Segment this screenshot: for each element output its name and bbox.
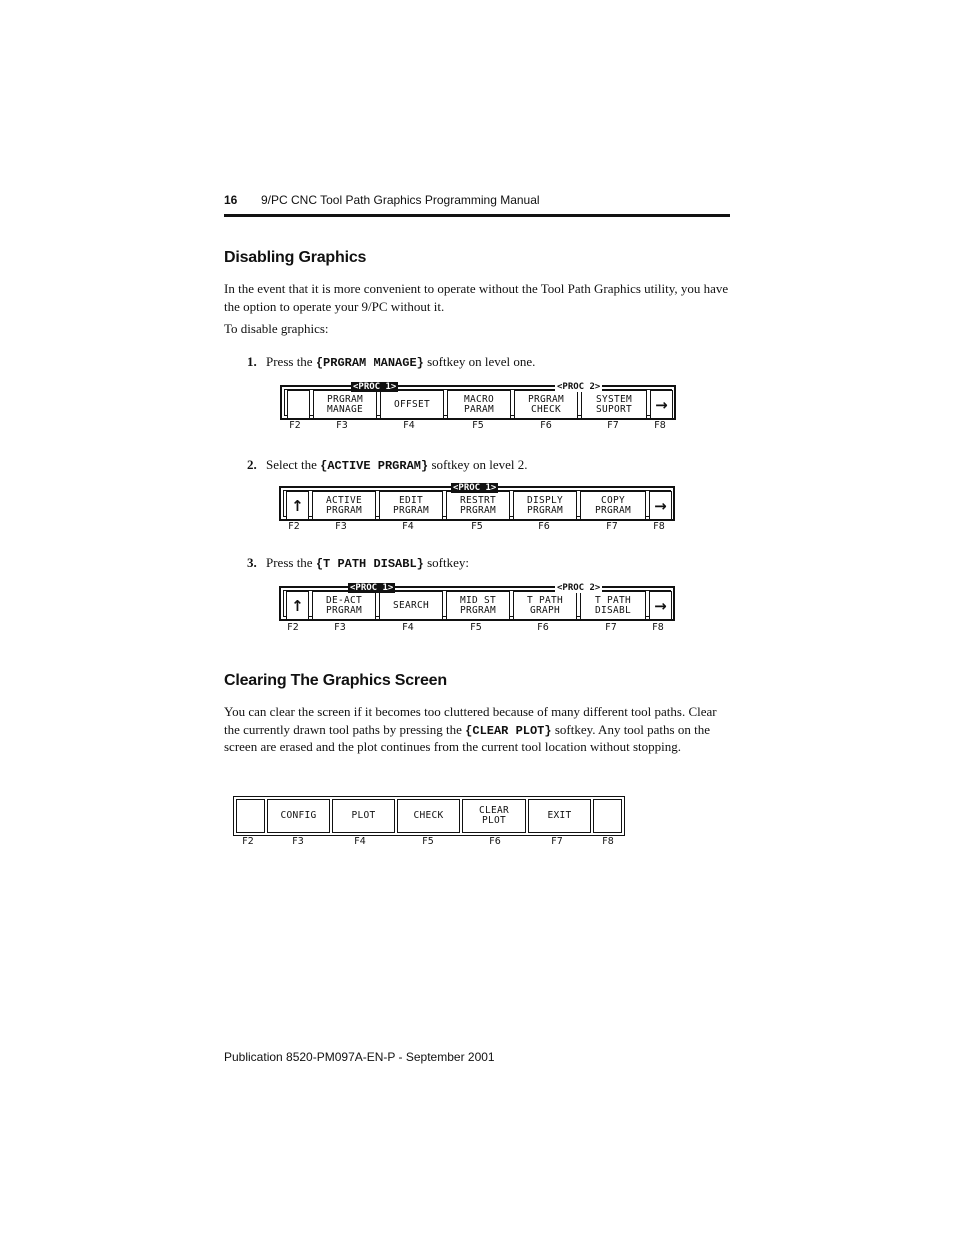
softkey-macro-param[interactable]: MACRO PARAM (447, 390, 511, 419)
softkey-active-prgram[interactable]: ACTIVE PRGRAM (312, 491, 376, 520)
right-arrow-icon[interactable]: → (649, 491, 672, 520)
step-number: 1. (247, 354, 257, 369)
softkey-disply-prgram[interactable]: DISPLY PRGRAM (513, 491, 577, 520)
paragraph-clear-plot: You can clear the screen if it becomes too cluttered because of many different tool paths. Clear the currently drawn tool paths by pressing the {CLEAR PLOT} softkey. Any tool paths on the screen are erased and the plot continues from the current tool location without stopping. (224, 704, 717, 754)
softkey-edit-prgram[interactable]: EDIT PRGRAM (379, 491, 443, 520)
softkey-f2-blank[interactable] (236, 799, 265, 833)
softkey-clear-plot[interactable]: CLEAR PLOT (462, 799, 526, 833)
softkey-exit[interactable]: EXIT (528, 799, 591, 833)
step-2 (247, 457, 527, 473)
proc1-tag: <PROC 1> (453, 483, 497, 493)
softkey-copy-prgram[interactable]: COPY PRGRAM (580, 491, 646, 520)
step-softkey-code: {T PATH DISABL} (315, 557, 424, 571)
softkey-restrt-prgram[interactable]: RESTRT PRGRAM (446, 491, 510, 520)
softkey-search[interactable]: SEARCH (379, 591, 443, 620)
page-number: 16 (224, 193, 238, 207)
proc1-tag: <PROC 1> (353, 382, 397, 392)
softkey-offset[interactable]: OFFSET (380, 390, 444, 419)
softkey-f2-blank[interactable] (287, 390, 310, 419)
section-heading-clearing-graphics: Clearing The Graphics Screen (224, 672, 447, 689)
softkey-bar-level3 (279, 586, 675, 621)
paragraph-to-disable: To disable graphics: (224, 321, 329, 336)
softkey-check[interactable]: CHECK (397, 799, 460, 833)
softkey-t-path-disabl[interactable]: T PATH DISABL (580, 591, 646, 620)
step-softkey-code: {ACTIVE PRGRAM} (320, 459, 429, 473)
running-header-title: 9/PC CNC Tool Path Graphics Programming Manual (261, 193, 540, 207)
step-number: 2. (247, 457, 257, 472)
step-text-post: softkey on level 2. (428, 457, 528, 472)
softkey-plot[interactable]: PLOT (332, 799, 395, 833)
softkey-bar-level1 (280, 385, 676, 420)
proc2-tag: <PROC 2> (557, 382, 601, 392)
step-3 (247, 555, 469, 571)
softkey-bar-graphics (233, 796, 625, 836)
publication-footer: Publication 8520-PM097A-EN-P - September 2001 (224, 1050, 495, 1064)
proc1-tag: <PROC 1> (350, 583, 394, 593)
softkey-mid-st-prgram[interactable]: MID ST PRGRAM (446, 591, 510, 620)
inline-softkey-code: {CLEAR PLOT} (465, 723, 552, 738)
paragraph-intro: In the event that it is more convenient to operate without the Tool Path Graphics utility, you have the option to operate your 9/PC without it. (224, 281, 729, 314)
step-text-pre: Select the (266, 457, 321, 472)
header-rule (224, 214, 730, 217)
softkey-system-suport[interactable]: SYSTEM SUPORT (581, 390, 647, 419)
right-arrow-icon[interactable]: → (650, 390, 673, 419)
softkey-config[interactable]: CONFIG (267, 799, 330, 833)
step-1 (247, 354, 535, 370)
proc2-tag: <PROC 2> (557, 583, 601, 593)
right-arrow-icon[interactable]: → (649, 591, 672, 620)
softkey-prgram-manage[interactable]: PRGRAM MANAGE (313, 390, 377, 419)
step-text-pre: Press the (266, 354, 316, 369)
section-heading-disabling-graphics: Disabling Graphics (224, 249, 367, 266)
softkey-t-path-graph[interactable]: T PATH GRAPH (513, 591, 577, 620)
step-softkey-code: {PRGRAM MANAGE} (315, 356, 424, 370)
softkey-f8-blank[interactable] (593, 799, 622, 833)
step-text-post: softkey: (423, 555, 470, 570)
step-text-post: softkey on level one. (423, 354, 536, 369)
softkey-de-act-prgram[interactable]: DE-ACT PRGRAM (312, 591, 376, 620)
up-arrow-icon[interactable]: ↑ (286, 591, 309, 620)
softkey-prgram-check[interactable]: PRGRAM CHECK (514, 390, 578, 419)
step-number: 3. (247, 555, 257, 570)
up-arrow-icon[interactable]: ↑ (286, 491, 309, 520)
step-text-pre: Press the (266, 555, 316, 570)
